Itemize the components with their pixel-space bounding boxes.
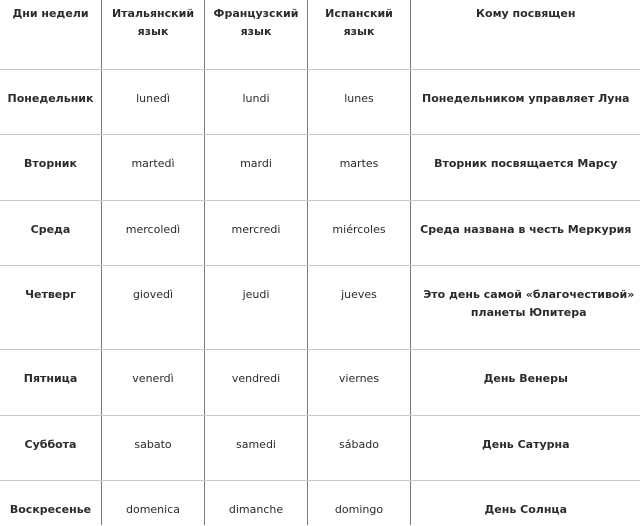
spanish-cell: domingo <box>308 480 411 525</box>
table-row <box>0 415 640 480</box>
french-cell: lundi <box>205 69 308 134</box>
dedicated-cell: Понедельником управляет Луна <box>411 69 640 134</box>
dedicated-cell: День Солнца <box>411 480 640 525</box>
header-french: Французский язык <box>205 0 308 69</box>
italian-cell: giovedì <box>102 265 205 349</box>
dedicated-cell: Среда названа в честь Меркурия <box>411 200 640 265</box>
dedicated-cell: День Сатурна <box>411 415 640 480</box>
day-cell: Воскресенье <box>0 480 102 525</box>
table-row <box>0 349 640 415</box>
italian-cell: domenica <box>102 480 205 525</box>
italian-cell: mercoledì <box>102 200 205 265</box>
italian-cell: martedì <box>102 134 205 200</box>
french-cell: vendredi <box>205 349 308 415</box>
table-row <box>0 265 640 349</box>
spanish-cell: martes <box>308 134 411 200</box>
french-cell: mardi <box>205 134 308 200</box>
french-cell: samedi <box>205 415 308 480</box>
spanish-cell: sábado <box>308 415 411 480</box>
header-row <box>0 0 640 69</box>
day-cell: Суббота <box>0 415 102 480</box>
french-cell: mercredi <box>205 200 308 265</box>
italian-cell: venerdì <box>102 349 205 415</box>
french-cell: jeudi <box>205 265 308 349</box>
spanish-cell: lunes <box>308 69 411 134</box>
table-row <box>0 200 640 265</box>
header-day: Дни недели <box>0 0 102 69</box>
day-cell: Среда <box>0 200 102 265</box>
dedicated-cell: Это день самой «благочестивой» планеты Юпитера <box>411 265 640 349</box>
table-row <box>0 134 640 200</box>
spanish-cell: miércoles <box>308 200 411 265</box>
spanish-cell: jueves <box>308 265 411 349</box>
table-row <box>0 69 640 134</box>
header-spanish: Испанский язык <box>308 0 411 69</box>
day-cell: Пятница <box>0 349 102 415</box>
italian-cell: sabato <box>102 415 205 480</box>
spanish-cell: viernes <box>308 349 411 415</box>
dedicated-cell: День Венеры <box>411 349 640 415</box>
table-row <box>0 480 640 525</box>
header-italian: Итальянский язык <box>102 0 205 69</box>
italian-cell: lunedì <box>102 69 205 134</box>
dedicated-cell: Вторник посвящается Марсу <box>411 134 640 200</box>
day-cell: Вторник <box>0 134 102 200</box>
french-cell: dimanche <box>205 480 308 525</box>
day-cell: Понедельник <box>0 69 102 134</box>
header-dedicated: Кому посвящен <box>411 0 640 69</box>
day-cell: Четверг <box>0 265 102 349</box>
